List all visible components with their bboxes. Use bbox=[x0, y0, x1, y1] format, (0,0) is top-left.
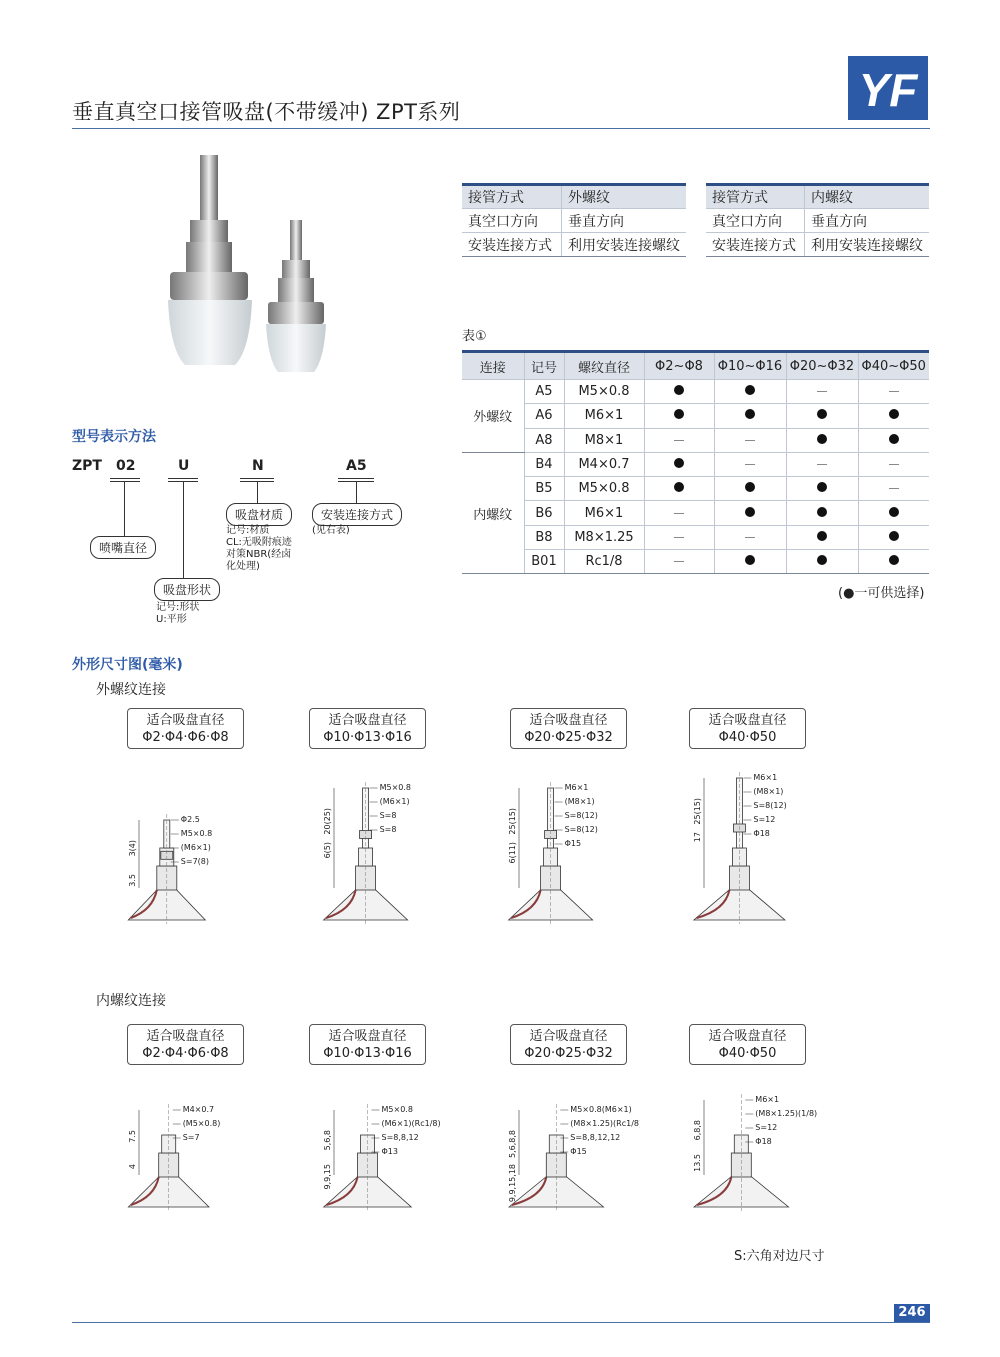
dims-heading: 外形尺寸图(毫米) bbox=[72, 657, 183, 673]
table-row bbox=[462, 404, 929, 428]
table1-available-mark bbox=[786, 550, 858, 574]
model-code-material: N bbox=[252, 458, 264, 474]
dimension-label: (M6×1) bbox=[379, 797, 410, 806]
dimension-label: 6(11) bbox=[508, 842, 517, 864]
fit-diameter-box: 适合吸盘直径 Φ20·Φ25·Φ32 bbox=[510, 708, 627, 749]
dimension-label: S=7(8) bbox=[180, 857, 210, 866]
table1-available-mark bbox=[714, 501, 786, 525]
dimension-label: (M8×1.25)(Rc1/8) bbox=[570, 1119, 640, 1128]
table1-header: 连接 bbox=[462, 352, 524, 380]
table1-unavailable-mark bbox=[714, 525, 786, 549]
logo-text: YF bbox=[858, 64, 918, 116]
dimension-label: M5×0.8 bbox=[381, 1105, 413, 1114]
dimension-label: 9,9,15 bbox=[323, 1164, 332, 1190]
dimension-label: S=8 bbox=[379, 825, 397, 834]
table1-unavailable-mark bbox=[786, 452, 858, 476]
model-box-shape: 吸盘形状 bbox=[154, 578, 220, 601]
table1-available-mark bbox=[714, 477, 786, 501]
external-connection-drawing bbox=[320, 778, 440, 932]
internal-connection-drawing bbox=[125, 1100, 240, 1219]
table1-available-mark bbox=[786, 525, 858, 549]
dimension-label: 9,9,15,18 bbox=[508, 1164, 517, 1203]
dimension-label: M5×0.8(M6×1) bbox=[570, 1105, 632, 1114]
table1-header: 螺纹直径 bbox=[564, 352, 644, 380]
model-code-shape: U bbox=[178, 458, 190, 474]
external-connection-drawing bbox=[690, 768, 820, 932]
table1-available-mark bbox=[644, 380, 714, 404]
table-row bbox=[462, 428, 929, 452]
table1-available-mark bbox=[644, 404, 714, 428]
table1-header: Φ10~Φ16 bbox=[714, 352, 786, 380]
table1-unavailable-mark bbox=[714, 452, 786, 476]
table1-available-mark bbox=[714, 380, 786, 404]
dimension-label: Φ2.5 bbox=[180, 815, 200, 824]
table1-cell: B8 bbox=[524, 525, 564, 549]
dimension-label: M5×0.8 bbox=[379, 783, 412, 792]
thread-option-table bbox=[462, 350, 929, 574]
model-designation-diagram bbox=[72, 458, 432, 638]
table1-cell: M5×0.8 bbox=[564, 477, 644, 501]
model-code-series: ZPT bbox=[72, 458, 102, 474]
model-note-mount: (见右表) bbox=[312, 525, 350, 536]
table1-cell: M6×1 bbox=[564, 404, 644, 428]
table1-cell: B5 bbox=[524, 477, 564, 501]
dimension-label: (M5×0.8) bbox=[182, 1119, 221, 1128]
table1-available-mark bbox=[644, 477, 714, 501]
internal-connection-drawing bbox=[690, 1090, 825, 1219]
dimension-label: 13.5 bbox=[693, 1154, 702, 1172]
table1-cell: A6 bbox=[524, 404, 564, 428]
table1-available-mark bbox=[858, 428, 929, 452]
table1-cell: B01 bbox=[524, 550, 564, 574]
table-row bbox=[462, 477, 929, 501]
dimension-label: Φ15 bbox=[570, 1147, 587, 1156]
page-number: 246 bbox=[894, 1304, 930, 1322]
table1-available-mark bbox=[786, 477, 858, 501]
table1-header: Φ40~Φ50 bbox=[858, 352, 929, 380]
table1-available-mark bbox=[786, 428, 858, 452]
dimension-label: S=8 bbox=[379, 811, 397, 820]
dimension-label: M4×0.7 bbox=[182, 1105, 215, 1114]
table1-available-mark bbox=[714, 404, 786, 428]
fit-diameter-box: 适合吸盘直径 Φ10·Φ13·Φ16 bbox=[309, 708, 426, 749]
model-box-material: 吸盘材质 bbox=[226, 503, 292, 526]
table-row bbox=[462, 550, 929, 574]
table1-header: 记号 bbox=[524, 352, 564, 380]
table1-cell: M6×1 bbox=[564, 501, 644, 525]
dimension-label: S=8(12) bbox=[753, 801, 787, 810]
dimension-label: S=8,8,12,12 bbox=[570, 1133, 621, 1142]
fit-diameter-box: 适合吸盘直径 Φ20·Φ25·Φ32 bbox=[510, 1024, 627, 1065]
internal-connection-drawing bbox=[320, 1100, 445, 1219]
table-row bbox=[462, 525, 929, 549]
model-box-diameter: 喷嘴直径 bbox=[90, 536, 156, 559]
fit-diameter-box: 适合吸盘直径 Φ2·Φ4·Φ6·Φ8 bbox=[127, 708, 244, 749]
table1-unavailable-mark bbox=[644, 428, 714, 452]
table1-cell: M5×0.8 bbox=[564, 380, 644, 404]
table1-cell: M8×1.25 bbox=[564, 525, 644, 549]
table1-header: Φ2~Φ8 bbox=[644, 352, 714, 380]
table1-unavailable-mark bbox=[786, 380, 858, 404]
title-rule bbox=[72, 128, 930, 129]
dimension-label: 25(15) bbox=[508, 808, 517, 835]
table1-cell: A5 bbox=[524, 380, 564, 404]
external-thread-spec-table: 接管方式 外螺纹 真空口方向 垂直方向 安装连接方式 利用安装连接螺纹 bbox=[462, 183, 686, 257]
external-connection-drawing bbox=[125, 810, 235, 932]
dimension-label: S=8,8,12 bbox=[381, 1133, 419, 1142]
table1-available-mark bbox=[858, 501, 929, 525]
dimension-label: 17 bbox=[693, 832, 702, 843]
internal-thread-spec-table: 接管方式 内螺纹 真空口方向 垂直方向 安装连接方式 利用安装连接螺纹 bbox=[706, 183, 929, 257]
hex-size-note: S:六角对边尺寸 bbox=[734, 1249, 825, 1264]
dimension-label: Φ13 bbox=[381, 1147, 398, 1156]
dimension-label: (M6×1)(Rc1/8) bbox=[381, 1119, 441, 1128]
table1-unavailable-mark bbox=[858, 452, 929, 476]
dimension-label: 6(5) bbox=[323, 842, 332, 859]
dimension-label: Φ18 bbox=[753, 829, 770, 838]
model-heading: 型号表示方法 bbox=[72, 429, 156, 445]
dimension-label: (M8×1) bbox=[564, 797, 595, 806]
dimension-label: S=7 bbox=[182, 1133, 200, 1142]
table-row bbox=[462, 452, 929, 476]
table1-cell: A8 bbox=[524, 428, 564, 452]
table1-cell: M4×0.7 bbox=[564, 452, 644, 476]
page-title: 垂直真空口接管吸盘(不带缓冲) ZPT系列 bbox=[72, 100, 461, 124]
table1-cell: B6 bbox=[524, 501, 564, 525]
table1-unavailable-mark bbox=[714, 428, 786, 452]
dimension-label: 6,8,8 bbox=[693, 1120, 702, 1141]
model-note-shape: 记号:形状 U:平形 bbox=[156, 602, 200, 625]
model-code-diameter: 02 bbox=[116, 458, 136, 474]
table1-available-mark bbox=[858, 525, 929, 549]
table1-cell: Rc1/8 bbox=[564, 550, 644, 574]
dimension-label: S=8(12) bbox=[564, 825, 598, 834]
dimension-label: S=12 bbox=[755, 1123, 778, 1132]
dimension-label: 4 bbox=[128, 1164, 137, 1170]
external-connection-drawing bbox=[505, 778, 625, 932]
footer-rule bbox=[72, 1322, 930, 1323]
dimension-label: (M8×1.25)(1/8) bbox=[755, 1109, 818, 1118]
table1-unavailable-mark bbox=[858, 477, 929, 501]
table1-unavailable-mark bbox=[644, 501, 714, 525]
external-connection-title: 外螺纹连接 bbox=[96, 682, 166, 698]
fit-diameter-box: 适合吸盘直径 Φ40·Φ50 bbox=[689, 708, 806, 749]
dimension-label: 3.5 bbox=[128, 874, 137, 887]
table1-available-mark bbox=[786, 501, 858, 525]
table-row bbox=[462, 501, 929, 525]
table1-available-mark bbox=[786, 404, 858, 428]
dimension-label: M5×0.8 bbox=[180, 829, 213, 838]
table1-cell: M8×1 bbox=[564, 428, 644, 452]
table1-available-mark bbox=[858, 404, 929, 428]
model-note-material: 记号:材质 CL:无吸附痕迹 对策NBR(经卤 化处理) bbox=[226, 525, 292, 572]
dimension-label: Φ15 bbox=[564, 839, 582, 848]
table1-available-mark bbox=[714, 550, 786, 574]
product-photo bbox=[160, 150, 350, 390]
table1-unavailable-mark bbox=[858, 380, 929, 404]
fit-diameter-box: 适合吸盘直径 Φ40·Φ50 bbox=[689, 1024, 806, 1065]
fit-diameter-box: 适合吸盘直径 Φ10·Φ13·Φ16 bbox=[309, 1024, 426, 1065]
table1-group-label: 外螺纹 bbox=[462, 380, 524, 453]
dimension-label: 3(4) bbox=[128, 840, 137, 857]
internal-connection-drawing bbox=[505, 1100, 640, 1219]
dimension-label: S=12 bbox=[753, 815, 776, 824]
table1-caption: 表① bbox=[462, 329, 487, 344]
table1-group-label: 内螺纹 bbox=[462, 452, 524, 573]
model-code-mount: A5 bbox=[346, 458, 367, 474]
dimension-label: Φ18 bbox=[755, 1137, 772, 1146]
dimension-label: 7.5 bbox=[128, 1130, 137, 1143]
table1-unavailable-mark bbox=[644, 525, 714, 549]
table1-cell: B4 bbox=[524, 452, 564, 476]
dimension-label: (M8×1) bbox=[753, 787, 784, 796]
brand-logo bbox=[848, 56, 928, 120]
dimension-label: M6×1 bbox=[564, 783, 589, 792]
model-box-mount: 安装连接方式 bbox=[312, 503, 402, 526]
dimension-label: 5,6,8,8 bbox=[508, 1130, 517, 1158]
dimension-label: 20(25) bbox=[323, 808, 332, 835]
table1-unavailable-mark bbox=[644, 550, 714, 574]
table-row bbox=[462, 380, 929, 404]
dimension-label: 25(15) bbox=[693, 798, 702, 825]
dimension-label: S=8(12) bbox=[564, 811, 598, 820]
internal-connection-title: 内螺纹连接 bbox=[96, 993, 166, 1009]
table1-available-mark bbox=[858, 550, 929, 574]
table1-available-mark bbox=[644, 452, 714, 476]
dimension-label: M6×1 bbox=[755, 1095, 780, 1104]
table1-header: Φ20~Φ32 bbox=[786, 352, 858, 380]
dimension-label: M6×1 bbox=[753, 773, 778, 782]
dimension-label: 5,6,8 bbox=[323, 1130, 332, 1151]
fit-diameter-box: 适合吸盘直径 Φ2·Φ4·Φ6·Φ8 bbox=[127, 1024, 244, 1065]
table1-legend: (●一可供选择) bbox=[838, 586, 925, 601]
dimension-label: (M6×1) bbox=[180, 843, 211, 852]
